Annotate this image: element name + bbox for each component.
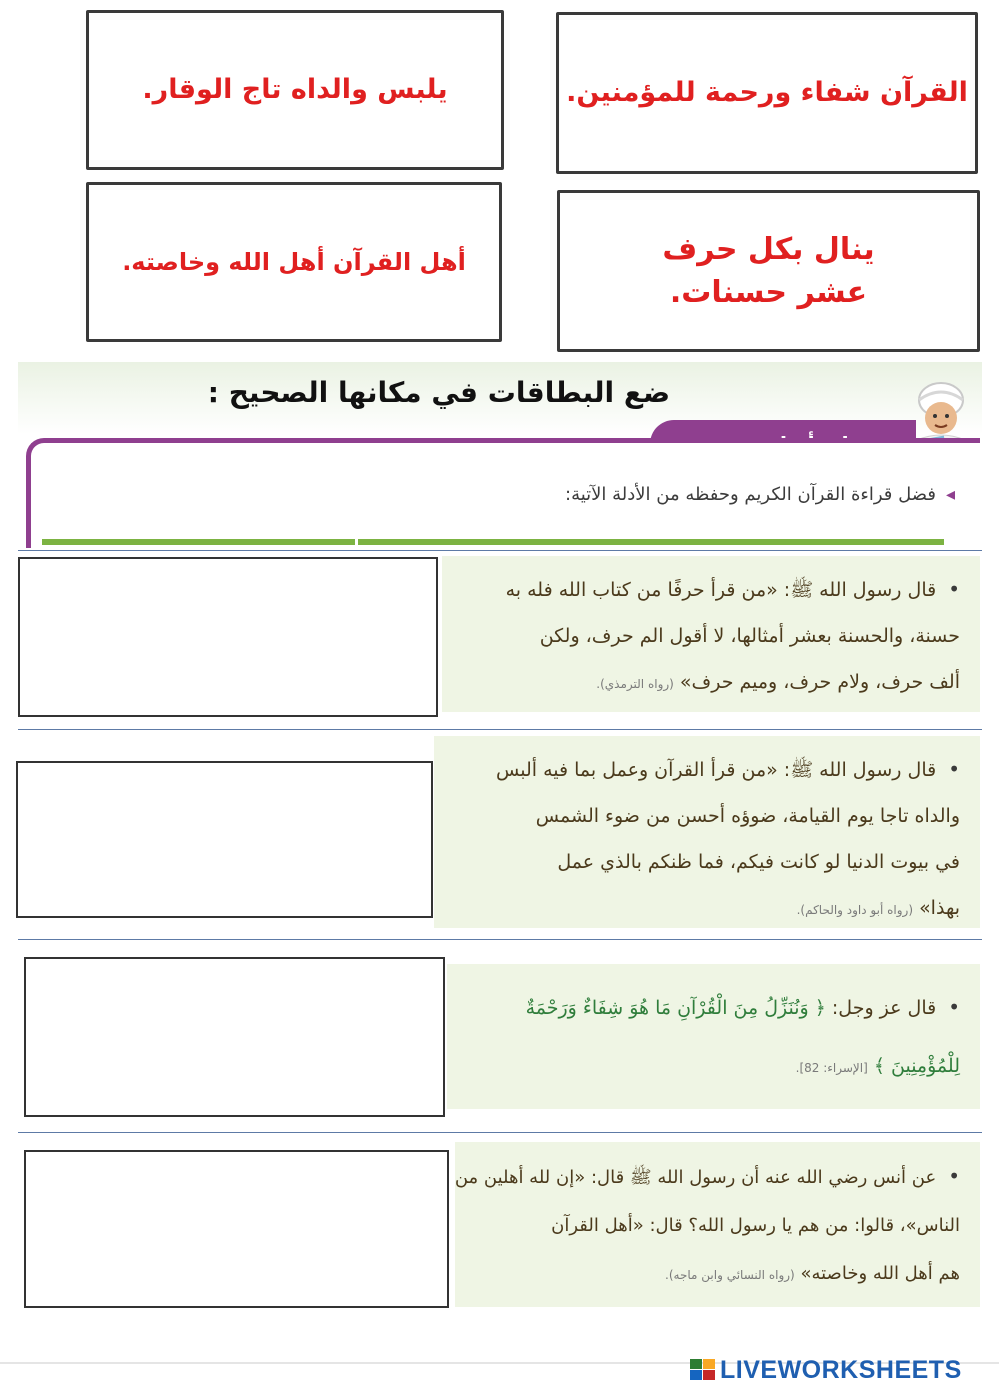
- prompt-text: [300, 484, 955, 518]
- card-quran-shifa[interactable]: [556, 12, 978, 174]
- card-text-line-1: ينال بكل حرف: [662, 231, 875, 267]
- evidence-2-source: (رواه أبو داود والحاكم).: [796, 903, 914, 917]
- evidence-2-line-1: • قال رسول الله ﷺ: «من قرأ القرآن وعمل بما فيه ألبس: [448, 746, 960, 793]
- evidence-3-verse-1: ﴿ وَنُنَزِّلُ مِنَ الْقُرْآنِ مَا هُوَ شِفَاءٌ وَرَحْمَةٌ: [525, 997, 826, 1019]
- evidence-1-source: (رواه الترمذي).: [596, 677, 674, 691]
- prompt-label: فضل قراءة القرآن الكريم وحفظه من الأدلة الآتية:: [565, 484, 936, 505]
- liveworksheets-logo: [690, 1355, 990, 1385]
- evidence-1-line-1: • قال رسول الله ﷺ: «من قرأ حرفًا من كتاب الله فله به: [456, 566, 960, 613]
- evidence-1: [442, 556, 980, 712]
- green-band-divider: [355, 539, 358, 545]
- evidence-4: [455, 1142, 980, 1307]
- instruction-text: ضع البطاقات في مكانها الصحيح :: [207, 376, 670, 409]
- answer-drop-box-1[interactable]: [18, 557, 438, 717]
- card-text: أهل القرآن أهل الله وخاصته.: [122, 247, 466, 276]
- brand-name: LIVEWORKSHEETS: [720, 1355, 962, 1384]
- evidence-3-line-2: [461, 1037, 960, 1097]
- green-band: [42, 539, 944, 545]
- evidence-3-source: [الإسراء: 82].: [795, 1061, 868, 1075]
- evidence-3: [447, 964, 980, 1109]
- evidence-4-line-2: الناس»، قالوا: من هم يا رسول الله؟ قال: «أهل القرآن: [551, 1215, 960, 1236]
- liveworksheets-logo-icon: [690, 1359, 716, 1381]
- evidence-4-line-3: [469, 1250, 960, 1299]
- evidence-4-line-3-text: هم أهل الله وخاصته»: [800, 1263, 960, 1284]
- answer-drop-box-2[interactable]: [16, 761, 433, 918]
- evidence-4-line-1: • عن أنس رضي الله عنه أن رسول الله ﷺ قال: «إن لله أهلين من: [469, 1152, 960, 1202]
- evidence-3-line-1: [461, 978, 960, 1037]
- card-text: القرآن شفاء ورحمة للمؤمنين.: [566, 77, 968, 109]
- evidence-3-verse-2: لِلْمُؤْمِنِينَ ﴾: [873, 1055, 960, 1077]
- answer-drop-box-3[interactable]: [24, 957, 445, 1117]
- card-hasanat[interactable]: [557, 190, 980, 352]
- evidence-3-intro: قال عز وجل:: [831, 997, 937, 1019]
- evidence-1-line-3: [456, 659, 960, 707]
- evidence-1-line-3-text: ألف حرف، ولام حرف، وميم حرف»: [679, 671, 960, 693]
- evidence-2: [434, 736, 980, 928]
- card-ahl[interactable]: [86, 182, 502, 342]
- row-divider: [18, 729, 982, 730]
- row-divider: [18, 939, 982, 940]
- card-text: يلبس والداه تاج الوقار.: [142, 74, 448, 106]
- row-divider: [18, 550, 982, 551]
- card-text-line-2: عشر حسنات.: [669, 275, 868, 310]
- evidence-2-line-2: والداه تاجا يوم القيامة، ضوؤه أحسن من ضوء الشمس: [535, 805, 960, 827]
- evidence-4-source: (رواه النسائي وابن ماجه).: [665, 1268, 795, 1282]
- answer-drop-box-4[interactable]: [24, 1150, 449, 1308]
- row-divider: [18, 1132, 982, 1133]
- card-yulbas[interactable]: [86, 10, 504, 170]
- evidence-2-line-3: في بيوت الدنيا لو كانت فيكم، فما ظنكم بالذي عمل: [557, 851, 960, 873]
- evidence-2-line-4: [448, 885, 960, 933]
- evidence-2-line-4-text: بهذا»: [919, 897, 960, 919]
- evidence-1-line-2: حسنة، والحسنة بعشر أمثالها، لا أقول الم حرف، ولكن: [539, 625, 960, 647]
- bullet-icon: ◂: [945, 484, 955, 505]
